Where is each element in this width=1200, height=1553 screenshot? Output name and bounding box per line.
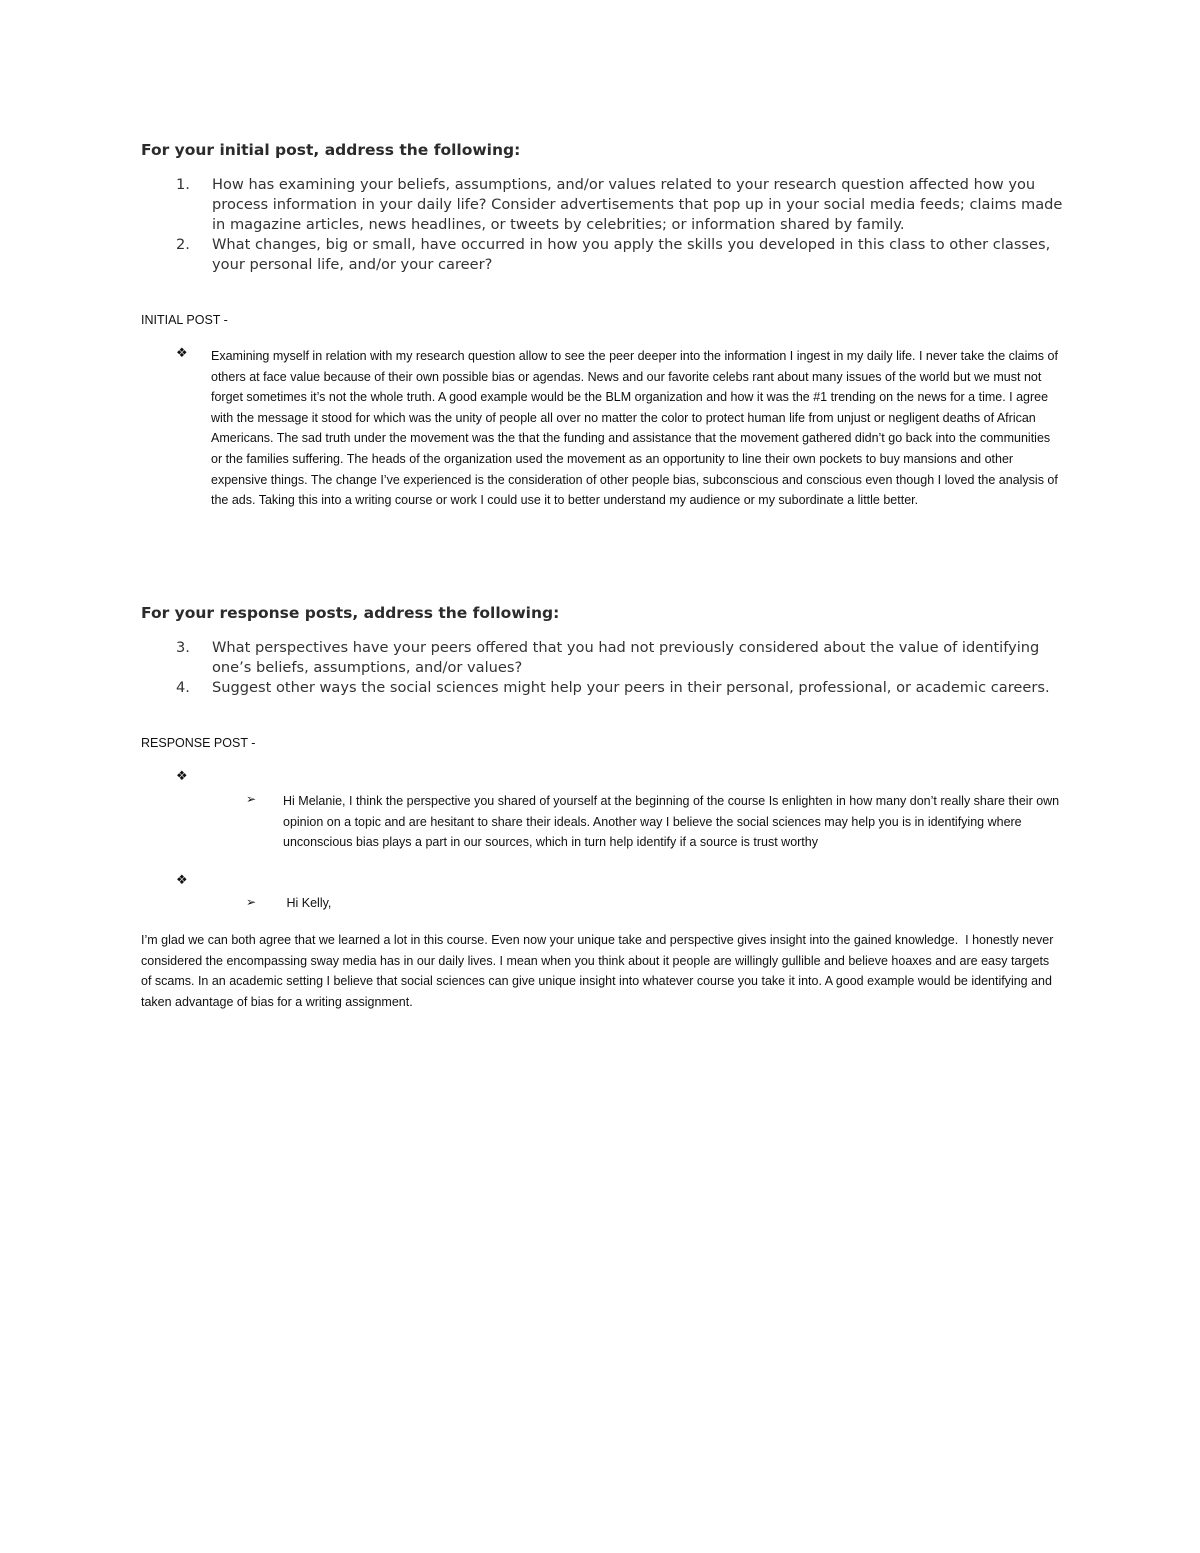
question-text: What changes, big or small, have occurred in how you apply the skills you developed in this class to other classes, your personal life, and/or your career? — [212, 236, 1051, 273]
question-text: What perspectives have your peers offered that you had not previously considered about the value of identifying one’s beliefs, assumptions, and/or values? — [212, 639, 1040, 676]
question-item — [176, 175, 1076, 235]
initial-post-label: INITIAL POST - — [141, 313, 228, 327]
question-number: 3. — [176, 639, 190, 656]
initial-post-text: Examining myself in relation with my research question allow to see the peer deeper into the information I ingest in my daily life. I never take the claims of others at face value because of their own possible bias or agendas. News and our favorite celebs rant about many issues of the world but we must not forget sometimes it’s not the whole truth. A good example would be the BLM organization and how it was the #1 trending on the news for a time. I agree with the message it stood for which was the unity of people all over no matter the color to protect human life from unjust or negligent deaths of African Americans. The sad truth under the movement was the that the funding and assistance that the movement gathered didn’t go back into the communities or the families suffering. The heads of the organization used the movement as an opportunity to line their own pockets to buy mansions and other expensive things. The change I’ve experienced is the consideration of other people bias, subconscious and conscious even though I loved the analysis of the ads. Taking this into a writing course or work I could use it to better understand my audience or my subordinate a little better. — [211, 349, 1058, 508]
question-item — [176, 678, 1076, 698]
question-number: 2. — [176, 236, 190, 253]
question-number: 1. — [176, 176, 190, 193]
arrow-bullet-icon: ➢ — [246, 792, 257, 806]
reply-kelly-greeting: Hi Kelly, — [283, 896, 332, 910]
question-text: How has examining your beliefs, assumptions, and/or values related to your research question affected how you process information in your daily life? Consider advertisements that pop up in your social media feeds; claims made in magazine articles, news headlines, or tweets by celebrities; or information shared by family. — [212, 176, 1063, 233]
response-post-heading: For your response posts, address the following: — [141, 604, 560, 622]
initial-post-heading: For your initial post, address the following: — [141, 141, 521, 159]
initial-questions-list — [176, 175, 1076, 275]
question-number: 4. — [176, 679, 190, 696]
reply-kelly-body: I’m glad we can both agree that we learned a lot in this course. Even now your unique take and perspective gives insight into the gained knowledge. I honestly never considered the encompassing sway media has in our daily lives. I mean when you think about it people are willingly gullible and believe hoaxes and are easy targets of scams. In an academic setting I believe that social sciences can give unique insight into whatever course you take it into. A good example would be identifying and taken advantage of bias for a writing assignment. — [141, 933, 1057, 1009]
response-post-label: RESPONSE POST - — [141, 736, 256, 750]
reply-melanie-text: Hi Melanie, I think the perspective you shared of yourself at the beginning of the course Is enlighten in how many don’t really share their own opinion on a topic and are hesitant to share their ideals. Another way I believe the social sciences may help you is in identifying where unconscious bias plays a part in our sources, which in turn help identify if a source is trust worthy — [283, 794, 1060, 850]
diamond-bullet-icon: ❖ — [176, 873, 188, 888]
diamond-bullet-icon: ❖ — [176, 346, 188, 361]
diamond-bullet-icon: ❖ — [176, 769, 188, 784]
response-questions-list — [176, 638, 1076, 698]
question-item — [176, 235, 1076, 275]
arrow-bullet-icon: ➢ — [246, 895, 257, 909]
question-text: Suggest other ways the social sciences might help your peers in their personal, professional, or academic careers. — [212, 679, 1050, 696]
question-item — [176, 638, 1076, 678]
